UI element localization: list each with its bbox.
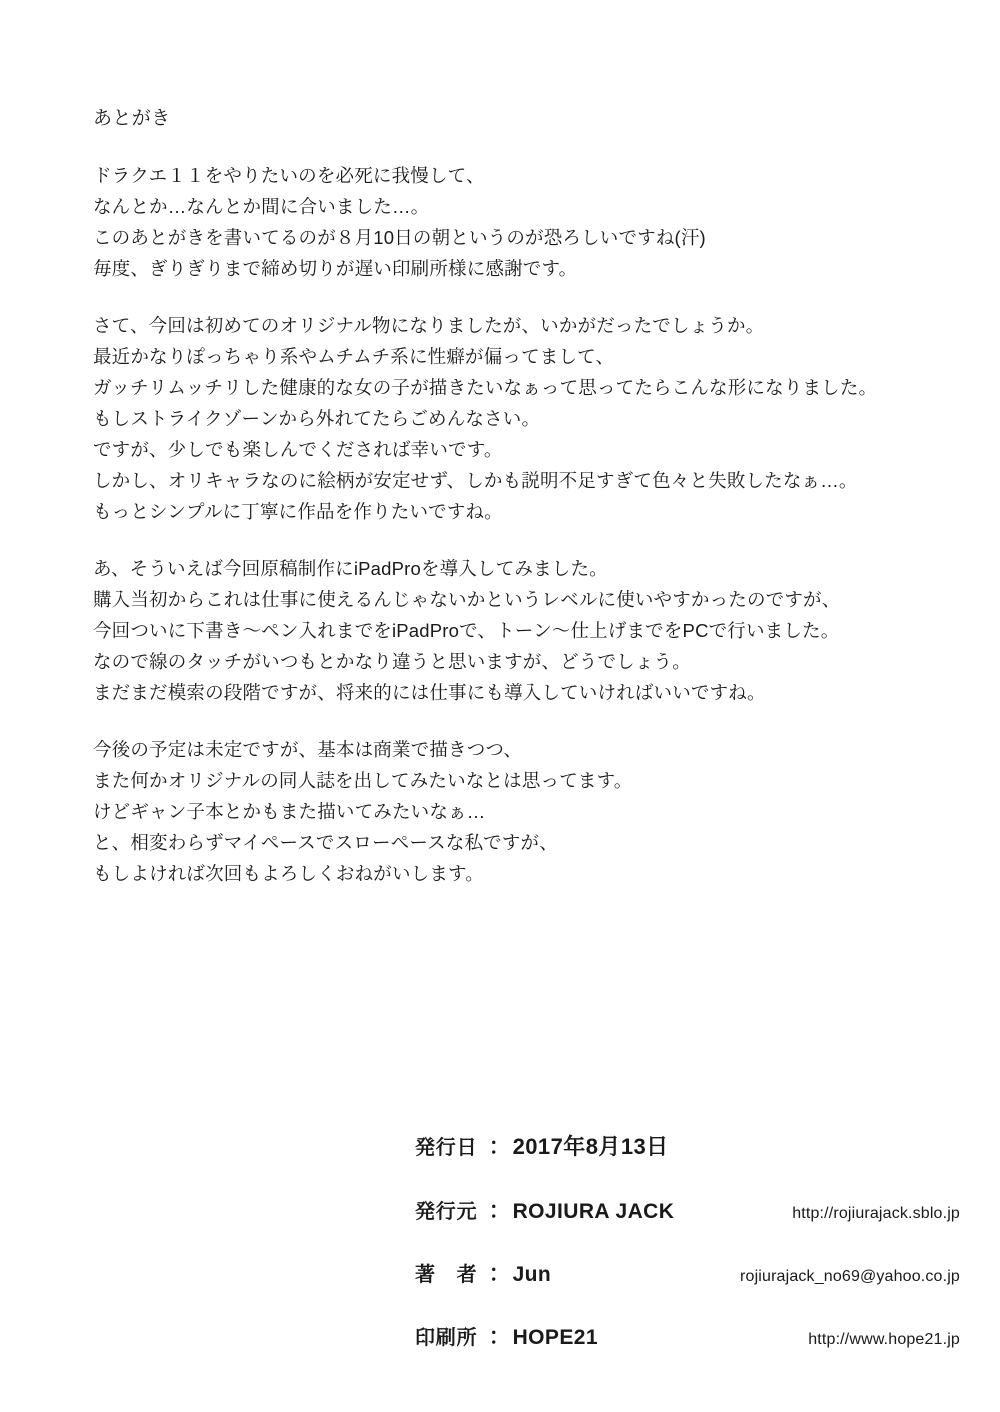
- afterword-line: もしよければ次回もよろしくおねがいします。: [93, 863, 484, 884]
- afterword-paragraph: [93, 310, 943, 527]
- afterword-line: 購入当初からこれは仕事に使えるんじゃないかというレベルに使いやすかったのですが、: [93, 589, 841, 610]
- colophon-row-publication-date: [415, 1130, 960, 1161]
- afterword-line: 今回ついに下書き〜ペン入れまでをiPadProで、トーン〜仕上げまでをPCで行いました。: [93, 620, 840, 641]
- afterword-paragraph: [93, 160, 943, 284]
- afterword-section: [93, 104, 943, 889]
- afterword-paragraph: [93, 734, 943, 889]
- afterword-line: 毎度、ぎりぎりまで締め切りが遅い印刷所様に感謝です。: [93, 258, 578, 279]
- colophon-row-publisher: [415, 1195, 960, 1224]
- afterword-line: と、相変わらずマイペースでスローペースな私ですが、: [93, 832, 558, 853]
- colophon-label: 印刷所 ：: [415, 1327, 505, 1349]
- afterword-line: もっとシンプルに丁寧に作品を作りたいですね。: [93, 501, 503, 522]
- afterword-line: 今後の予定は未定ですが、基本は商業で描きつつ、: [93, 739, 523, 760]
- afterword-line: まだまだ模索の段階ですが、将来的には仕事にも導入していければいいですね。: [93, 682, 766, 703]
- afterword-paragraph: [93, 553, 943, 708]
- afterword-line: ですが、少しでも楽しんでくだされば幸いです。: [93, 439, 503, 460]
- colophon-label: 発行日 ：: [415, 1137, 505, 1159]
- afterword-line: けどギャン子本とかもまた描いてみたいなぁ…: [93, 801, 486, 822]
- colophon-value: 2017年8月13日: [512, 1134, 669, 1159]
- afterword-line: あ、そういえば今回原稿制作にiPadProを導入してみました。: [93, 558, 608, 579]
- afterword-line: なんとか…なんとか間に合いました…。: [93, 196, 430, 217]
- afterword-line: さて、今回は初めてのオリジナル物になりましたが、いかがだったでしょうか。: [93, 315, 765, 336]
- afterword-line: しかし、オリキャラなのに絵柄が安定せず、しかも説明不足すぎて色々と失敗したなぁ…。: [93, 470, 858, 491]
- colophon-row-printer: [415, 1321, 960, 1350]
- printer-website-link[interactable]: http://www.hope21.jp: [808, 1331, 960, 1348]
- afterword-line: なので線のタッチがいつもとかなり違うと思いますが、どうでしょう。: [93, 651, 691, 672]
- colophon-value: Jun: [512, 1263, 552, 1286]
- afterword-line: また何かオリジナルの同人誌を出してみたいなとは思ってます。: [93, 770, 633, 791]
- afterword-line: 最近かなりぽっちゃり系やムチムチ系に性癖が偏ってまして、: [93, 346, 615, 367]
- colophon-row-author: [415, 1258, 960, 1287]
- afterword-title: あとがき: [93, 108, 171, 129]
- afterword-line: もしストライクゾーンから外れてたらごめんなさい。: [93, 408, 541, 429]
- colophon-label: 著 者 ：: [415, 1264, 505, 1286]
- afterword-line: ガッチリムッチリした健康的な女の子が描きたいなぁって思ってたらこんな形になりました。: [93, 377, 878, 398]
- author-email-link[interactable]: rojiurajack_no69@yahoo.co.jp: [740, 1268, 960, 1285]
- publisher-website-link[interactable]: http://rojiurajack.sblo.jp: [792, 1205, 960, 1222]
- afterword-line: このあとがきを書いてるのが８月10日の朝というのが恐ろしいですね(汗): [93, 227, 706, 248]
- colophon-label: 発行元 ：: [415, 1201, 505, 1223]
- colophon-value: ROJIURA JACK: [512, 1200, 675, 1223]
- afterword-line: ドラクエ１１をやりたいのを必死に我慢して、: [93, 165, 485, 186]
- colophon-section: [415, 1130, 960, 1350]
- colophon-value: HOPE21: [512, 1326, 598, 1349]
